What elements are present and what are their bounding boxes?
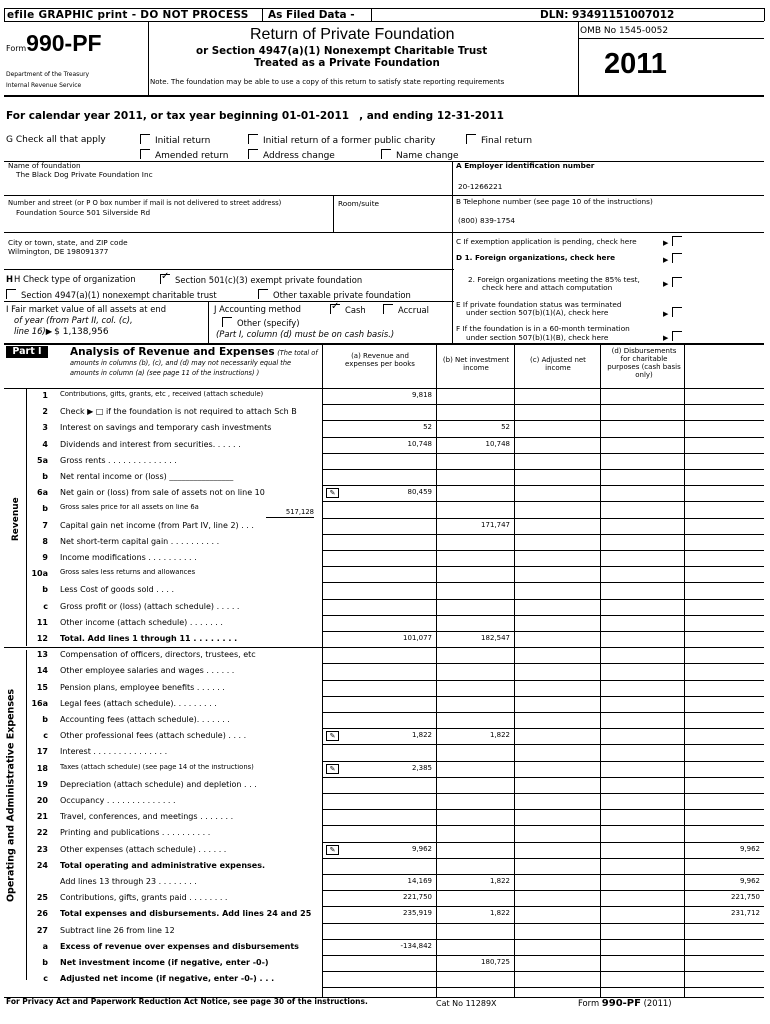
col-b-value: 1,822 bbox=[489, 877, 510, 885]
line-description: Interest . . . . . . . . . . . . . . . bbox=[60, 747, 168, 757]
final-return-option[interactable] bbox=[466, 134, 532, 146]
omb-number: OMB No 1545-0052 bbox=[580, 26, 669, 36]
i-fmv-label-2: of year (from Part II, col. (c), bbox=[14, 315, 133, 325]
attachment-icon[interactable]: ✎ bbox=[326, 764, 339, 774]
line-description: Other employee salaries and wages . . . . . . bbox=[60, 666, 235, 676]
table-row bbox=[0, 566, 770, 582]
calendar-year-ending: , and ending 12-31-2011 bbox=[359, 110, 504, 122]
h-4947-option[interactable] bbox=[6, 289, 217, 301]
table-row bbox=[0, 777, 770, 793]
line-description: Gross profit or (loss) (attach schedule) . . . . . bbox=[60, 601, 240, 611]
line-description: Compensation of officers, directors, trustees, etc bbox=[60, 650, 256, 660]
table-row bbox=[0, 793, 770, 809]
table-row bbox=[0, 631, 770, 647]
table-row bbox=[0, 550, 770, 566]
line-number: 27 bbox=[36, 925, 48, 935]
city-label: City or town, state, and ZIP code bbox=[8, 238, 128, 247]
line-description: Total expenses and disbursements. Add lines 24 and 25 bbox=[60, 909, 312, 919]
foundation-name-label: Name of foundation bbox=[8, 161, 81, 170]
line-number: 22 bbox=[36, 828, 48, 838]
line-description: Check ▶ □ if the foundation is not required to attach Sch B bbox=[60, 407, 297, 417]
col-b-value: 1,822 bbox=[489, 731, 510, 740]
line-number: 2 bbox=[42, 407, 48, 417]
line-description: Net short-term capital gain . . . . . . . . . . bbox=[60, 536, 220, 546]
footer-form-prefix: Form bbox=[578, 998, 600, 1008]
line-description: Income modifications . . . . . . . . . . bbox=[60, 553, 197, 562]
col-d-value: 231,712 bbox=[731, 909, 760, 918]
amended-return-label: Amended return bbox=[155, 151, 229, 161]
line-number: 4 bbox=[42, 439, 48, 449]
e-status-checkbox[interactable]: ▶ bbox=[663, 307, 687, 318]
tax-year: 2011 bbox=[604, 48, 667, 80]
table-row bbox=[0, 858, 770, 874]
c-exemption-checkbox[interactable]: ▶ bbox=[663, 236, 687, 247]
table-row bbox=[0, 469, 770, 485]
part1-title bbox=[70, 346, 320, 378]
filed-badge-text: As Filed Data - bbox=[268, 9, 355, 21]
final-return-label: Final return bbox=[481, 136, 533, 146]
initial-return-label: Initial return bbox=[155, 136, 211, 146]
j-other-label: Other (specify) bbox=[237, 318, 300, 328]
line-number: b bbox=[42, 715, 48, 724]
line-description: Other expenses (attach schedule) . . . . . . bbox=[60, 844, 227, 854]
line-description: Dividends and interest from securities. . . . . . bbox=[60, 439, 241, 449]
line-number: 12 bbox=[36, 634, 48, 643]
line-number: c bbox=[43, 731, 48, 741]
line-number: 14 bbox=[36, 666, 48, 676]
table-row bbox=[0, 647, 770, 663]
line-number: b bbox=[42, 958, 48, 967]
table-row bbox=[0, 744, 770, 760]
col-d-value: 221,750 bbox=[731, 893, 760, 902]
h-4947-checkbox[interactable] bbox=[6, 289, 16, 299]
j-other-checkbox[interactable] bbox=[222, 317, 232, 327]
line-number: 1 bbox=[42, 391, 48, 400]
address-change-option[interactable] bbox=[248, 149, 335, 161]
foundation-name: The Black Dog Private Foundation Inc bbox=[16, 170, 153, 179]
table-row bbox=[0, 761, 770, 777]
city-value: Wilmington, DE 198091377 bbox=[8, 247, 109, 256]
form-number-text: 990-PF bbox=[26, 30, 102, 56]
d1-foreign-label: D 1. Foreign organizations, check here bbox=[456, 253, 616, 262]
form-prefix: Form bbox=[6, 44, 27, 53]
line-number: 26 bbox=[36, 909, 48, 919]
line-number: c bbox=[43, 974, 48, 984]
col-b-value: 1,822 bbox=[489, 909, 510, 918]
table-row bbox=[0, 696, 770, 712]
table-row bbox=[0, 501, 770, 517]
d1-foreign-checkbox[interactable]: ▶ bbox=[663, 253, 687, 264]
phone-value: (800) 839-1754 bbox=[458, 216, 516, 225]
footer-year: (2011) bbox=[643, 998, 672, 1008]
expenses-side-label: Operating and Administrative Expenses bbox=[5, 688, 17, 903]
line-description: Legal fees (attach schedule). . . . . . . . . bbox=[60, 698, 217, 708]
line-description: Contributions, gifts, grants, etc , received (attach schedule) bbox=[60, 391, 264, 398]
table-row bbox=[0, 663, 770, 679]
dln: DLN: 93491151007012 bbox=[540, 9, 675, 21]
table-row bbox=[0, 874, 770, 890]
line-description: Other income (attach schedule) . . . . . . . bbox=[60, 617, 223, 627]
line-description: Interest on savings and temporary cash investments bbox=[60, 423, 272, 433]
j-other-option[interactable] bbox=[222, 317, 300, 329]
col-a-value: 9,818 bbox=[411, 391, 432, 399]
phone-label: B Telephone number (see page 10 of the instructions) bbox=[456, 197, 653, 206]
cat-number: Cat No 11289X bbox=[436, 999, 497, 1008]
initial-return-option[interactable] bbox=[140, 134, 210, 146]
table-row bbox=[0, 955, 770, 971]
f-termination-label-2: under section 507(b)(1)(B), check here bbox=[466, 333, 609, 342]
line-number: 11 bbox=[36, 617, 48, 627]
section-divider bbox=[4, 647, 764, 648]
footer-form bbox=[578, 998, 672, 1010]
line-description: Total. Add lines 1 through 11 . . . . . . . . bbox=[60, 634, 238, 643]
form-note bbox=[150, 78, 504, 86]
amended-return-option[interactable] bbox=[140, 149, 229, 161]
part1-title-text: Analysis of Revenue and Expenses bbox=[70, 346, 275, 358]
line-number: 10a bbox=[31, 569, 48, 579]
table-row bbox=[0, 534, 770, 550]
efile-banner: efile GRAPHIC print - DO NOT PROCESS bbox=[7, 9, 249, 21]
calendar-year-text: For calendar year 2011, or tax year beginning 01-01-2011 bbox=[6, 110, 350, 122]
line-description: Excess of revenue over expenses and disbursements bbox=[60, 941, 299, 951]
h-label-text: H Check type of organization bbox=[14, 274, 136, 284]
line-description: Capital gain net income (from Part IV, line 2) . . . bbox=[60, 520, 254, 530]
line-number: 3 bbox=[42, 423, 48, 433]
col-a-value: 9,962 bbox=[411, 844, 432, 853]
h-other-option[interactable] bbox=[258, 289, 411, 301]
line-description: Occupancy . . . . . . . . . . . . . . bbox=[60, 796, 176, 805]
street-value: Foundation Source 501 Silverside Rd bbox=[16, 208, 151, 217]
table-row bbox=[0, 453, 770, 469]
line-number: 18 bbox=[36, 763, 48, 773]
h-501c3-checkbox[interactable] bbox=[160, 274, 170, 284]
calendar-year-line bbox=[6, 110, 504, 122]
h-501c3-label: Section 501(c)(3) exempt private foundation bbox=[175, 275, 363, 285]
line-number: 20 bbox=[36, 796, 48, 805]
line-number: 5a bbox=[37, 455, 48, 465]
line-description: Total operating and administrative expenses. bbox=[60, 860, 265, 870]
check-all-label: G Check all that apply bbox=[6, 135, 106, 145]
e-status-label-1: E If private foundation status was terminated bbox=[456, 300, 622, 309]
table-row bbox=[0, 615, 770, 631]
col-d-value: 9,962 bbox=[739, 844, 760, 853]
line-number: 7 bbox=[42, 520, 48, 530]
line-description: Adjusted net income (if negative, enter -0-) . . . bbox=[60, 974, 275, 984]
table-row bbox=[0, 906, 770, 922]
initial-former-checkbox[interactable] bbox=[248, 134, 258, 144]
initial-former-label: Initial return of a former public charity bbox=[263, 136, 436, 146]
final-return-checkbox[interactable] bbox=[466, 134, 476, 144]
table-row bbox=[0, 809, 770, 825]
line-description: Subtract line 26 from line 12 bbox=[60, 925, 175, 935]
filed-badge bbox=[262, 9, 372, 21]
col-b-value: 171,747 bbox=[481, 520, 510, 529]
line-description: Depreciation (attach schedule) and depletion . . . bbox=[60, 779, 257, 789]
e-status-label-2: under section 507(b)(1)(A), check here bbox=[466, 308, 609, 317]
ein-label: A Employer identification number bbox=[456, 161, 595, 170]
line-number: 16a bbox=[31, 698, 48, 708]
col-b-value: 10,748 bbox=[485, 439, 510, 448]
line-description: Add lines 13 through 23 . . . . . . . . bbox=[60, 877, 197, 886]
form-title: Return of Private Foundation bbox=[250, 26, 455, 43]
d2-foreign-checkbox[interactable]: ▶ bbox=[663, 277, 687, 288]
table-row bbox=[0, 518, 770, 534]
col-a-value: 221,750 bbox=[403, 893, 432, 902]
attachment-icon[interactable]: ✎ bbox=[326, 845, 339, 855]
line-description: Gross rents . . . . . . . . . . . . . . bbox=[60, 455, 177, 465]
line-description: Taxes (attach schedule) (see page 14 of the instructions) bbox=[60, 763, 254, 771]
i-fmv-line: line 16)▶ $ 1,138,956 bbox=[14, 326, 109, 337]
attachment-icon[interactable]: ✎ bbox=[326, 731, 339, 741]
col-a-value: 14,169 bbox=[407, 877, 432, 885]
line-number: 23 bbox=[36, 844, 48, 854]
j-accrual-label: Accrual bbox=[398, 305, 430, 315]
col-a-value: 80,459 bbox=[407, 488, 432, 497]
form-subtitle-1: or Section 4947(a)(1) Nonexempt Charitable Trust bbox=[196, 45, 488, 57]
line-description: Contributions, gifts, grants paid . . . . . . . . bbox=[60, 893, 228, 903]
attachment-icon[interactable]: ✎ bbox=[326, 488, 339, 498]
line-number: 17 bbox=[36, 747, 48, 757]
line-number: c bbox=[43, 601, 48, 611]
i-fmv-label-1: I Fair market value of all assets at end bbox=[6, 304, 167, 314]
h-check-type-label: HH Check type of organization bbox=[6, 274, 136, 284]
department-1: Department of the Treasury bbox=[6, 71, 90, 78]
j-accounting-label: J Accounting method bbox=[214, 304, 301, 314]
amended-return-checkbox[interactable] bbox=[140, 149, 150, 159]
address-change-checkbox[interactable] bbox=[248, 149, 258, 159]
c-exemption-label: C If exemption application is pending, check here bbox=[456, 237, 637, 246]
col-b-value: 182,547 bbox=[481, 634, 510, 642]
line-number: 24 bbox=[36, 860, 48, 870]
part1-title-note: (The total of amounts in columns (b), (c), and (d) may not necessarily equal the amounts in column (a) (see page 11 of the instructions) ) bbox=[70, 349, 318, 377]
h-4947-label: Section 4947(a)(1) nonexempt charitable trust bbox=[21, 290, 217, 300]
line-number: b bbox=[42, 472, 48, 481]
line-description: Net investment income (if negative, enter -0-) bbox=[60, 958, 269, 967]
col-b-value: 180,725 bbox=[481, 958, 510, 966]
table-row bbox=[0, 404, 770, 420]
table-row bbox=[0, 728, 770, 744]
h-501c3-option[interactable] bbox=[160, 274, 362, 286]
j-cash-label: Cash bbox=[345, 305, 366, 315]
line-number: 6a bbox=[37, 488, 48, 498]
line-number: 8 bbox=[42, 536, 48, 546]
col-b-header: (b) Net investment income bbox=[442, 356, 510, 373]
room-suite-label: Room/suite bbox=[338, 199, 380, 208]
col-b-value: 52 bbox=[501, 423, 510, 432]
line-description: Pension plans, employee benefits . . . . . . bbox=[60, 682, 225, 692]
j-cash-option[interactable] bbox=[330, 304, 366, 316]
name-change-checkbox[interactable] bbox=[381, 149, 391, 159]
ein-value: 20-1266221 bbox=[458, 182, 503, 191]
table-row bbox=[0, 712, 770, 728]
table-row bbox=[0, 939, 770, 955]
table-row bbox=[0, 890, 770, 906]
h-other-checkbox[interactable] bbox=[258, 289, 268, 299]
table-row bbox=[0, 485, 770, 501]
line-description: Net gain or (loss) from sale of assets not on line 10 bbox=[60, 488, 265, 498]
line-number: 25 bbox=[36, 893, 48, 903]
j-accrual-option[interactable] bbox=[383, 304, 429, 316]
form-subtitle-2: Treated as a Private Foundation bbox=[254, 57, 440, 69]
d2-foreign-label-2: check here and attach computation bbox=[482, 283, 613, 292]
col-a-value: 2,385 bbox=[411, 763, 432, 772]
line-number: b bbox=[42, 585, 48, 595]
form-number bbox=[6, 30, 102, 56]
revenue-side-label: Revenue bbox=[10, 497, 21, 542]
table-row bbox=[0, 842, 770, 858]
col-d-header: (d) Disbursements for charitable purposes (cash basis only) bbox=[607, 347, 681, 380]
col-a-value: -134,842 bbox=[400, 941, 432, 950]
i-fmv-label-3: line 16) bbox=[14, 326, 46, 336]
d2-foreign-label-1: 2. Foreign organizations meeting the 85% test, bbox=[468, 275, 640, 284]
row-divider bbox=[322, 987, 764, 988]
name-change-label: Name change bbox=[396, 151, 459, 161]
initial-return-checkbox[interactable] bbox=[140, 134, 150, 144]
col-a-value: 10,748 bbox=[407, 439, 432, 448]
line-number: 13 bbox=[36, 650, 48, 660]
table-row bbox=[0, 680, 770, 696]
line-number: a bbox=[42, 941, 48, 951]
f-termination-label-1: F If the foundation is in a 60-month termination bbox=[456, 324, 630, 333]
h-other-label: Other taxable private foundation bbox=[273, 290, 411, 300]
line-description: Gross sales price for all assets on line 6a bbox=[60, 504, 199, 512]
table-row bbox=[0, 388, 770, 404]
col-a-value: 52 bbox=[423, 423, 432, 432]
footer-form-number: 990-PF bbox=[601, 998, 641, 1009]
table-row bbox=[0, 437, 770, 453]
table-row bbox=[0, 825, 770, 841]
i-fmv-value: $ 1,138,956 bbox=[54, 327, 109, 337]
line6b-value: 517,128 bbox=[266, 509, 314, 518]
line-description: Travel, conferences, and meetings . . . . . . . bbox=[60, 812, 234, 822]
line-number: b bbox=[42, 504, 48, 514]
j-cash-checkbox[interactable] bbox=[330, 304, 340, 314]
form-note-text: Note. The foundation may be able to use a copy of this return to satisfy state reporting requirements bbox=[150, 78, 505, 86]
j-accrual-checkbox[interactable] bbox=[383, 304, 393, 314]
col-a-value: 1,822 bbox=[411, 731, 432, 740]
line-description: Printing and publications . . . . . . . . . . bbox=[60, 828, 211, 838]
j-cash-basis-note: (Part I, column (d) must be on cash basis.) bbox=[216, 329, 395, 339]
street-label: Number and street (or P O box number if mail is not delivered to street address) bbox=[8, 199, 282, 207]
col-d-value: 9,962 bbox=[739, 877, 760, 885]
f-termination-checkbox[interactable]: ▶ bbox=[663, 331, 687, 342]
address-change-label: Address change bbox=[263, 151, 335, 161]
line-number: 21 bbox=[36, 812, 48, 822]
line-description: Other professional fees (attach schedule) . . . . bbox=[60, 731, 247, 741]
line-number: 15 bbox=[36, 682, 48, 692]
part1-badge: Part I bbox=[6, 346, 48, 358]
table-row bbox=[0, 582, 770, 598]
name-change-option[interactable] bbox=[381, 149, 459, 161]
table-row bbox=[0, 971, 770, 987]
table-row bbox=[0, 923, 770, 939]
line-number: 9 bbox=[42, 553, 48, 562]
line-description: Accounting fees (attach schedule). . . . . . . bbox=[60, 715, 230, 724]
table-row bbox=[0, 599, 770, 615]
col-c-header: (c) Adjusted net income bbox=[530, 356, 586, 373]
line-description: Less Cost of goods sold . . . . bbox=[60, 585, 175, 595]
privacy-notice: For Privacy Act and Paperwork Reduction Act Notice, see page 30 of the instructions. bbox=[6, 997, 368, 1006]
col-a-value: 101,077 bbox=[403, 634, 432, 642]
line-description: Net rental income or (loss) ________________ bbox=[60, 472, 234, 481]
table-row bbox=[0, 420, 770, 436]
col-a-header: (a) Revenue and expenses per books bbox=[345, 352, 415, 369]
department-2: Internal Revenue Service bbox=[6, 82, 82, 89]
initial-former-option[interactable] bbox=[248, 134, 435, 146]
line-number: 19 bbox=[36, 779, 48, 789]
col-a-value: 235,919 bbox=[403, 909, 432, 918]
line-description: Gross sales less returns and allowances bbox=[60, 569, 196, 577]
